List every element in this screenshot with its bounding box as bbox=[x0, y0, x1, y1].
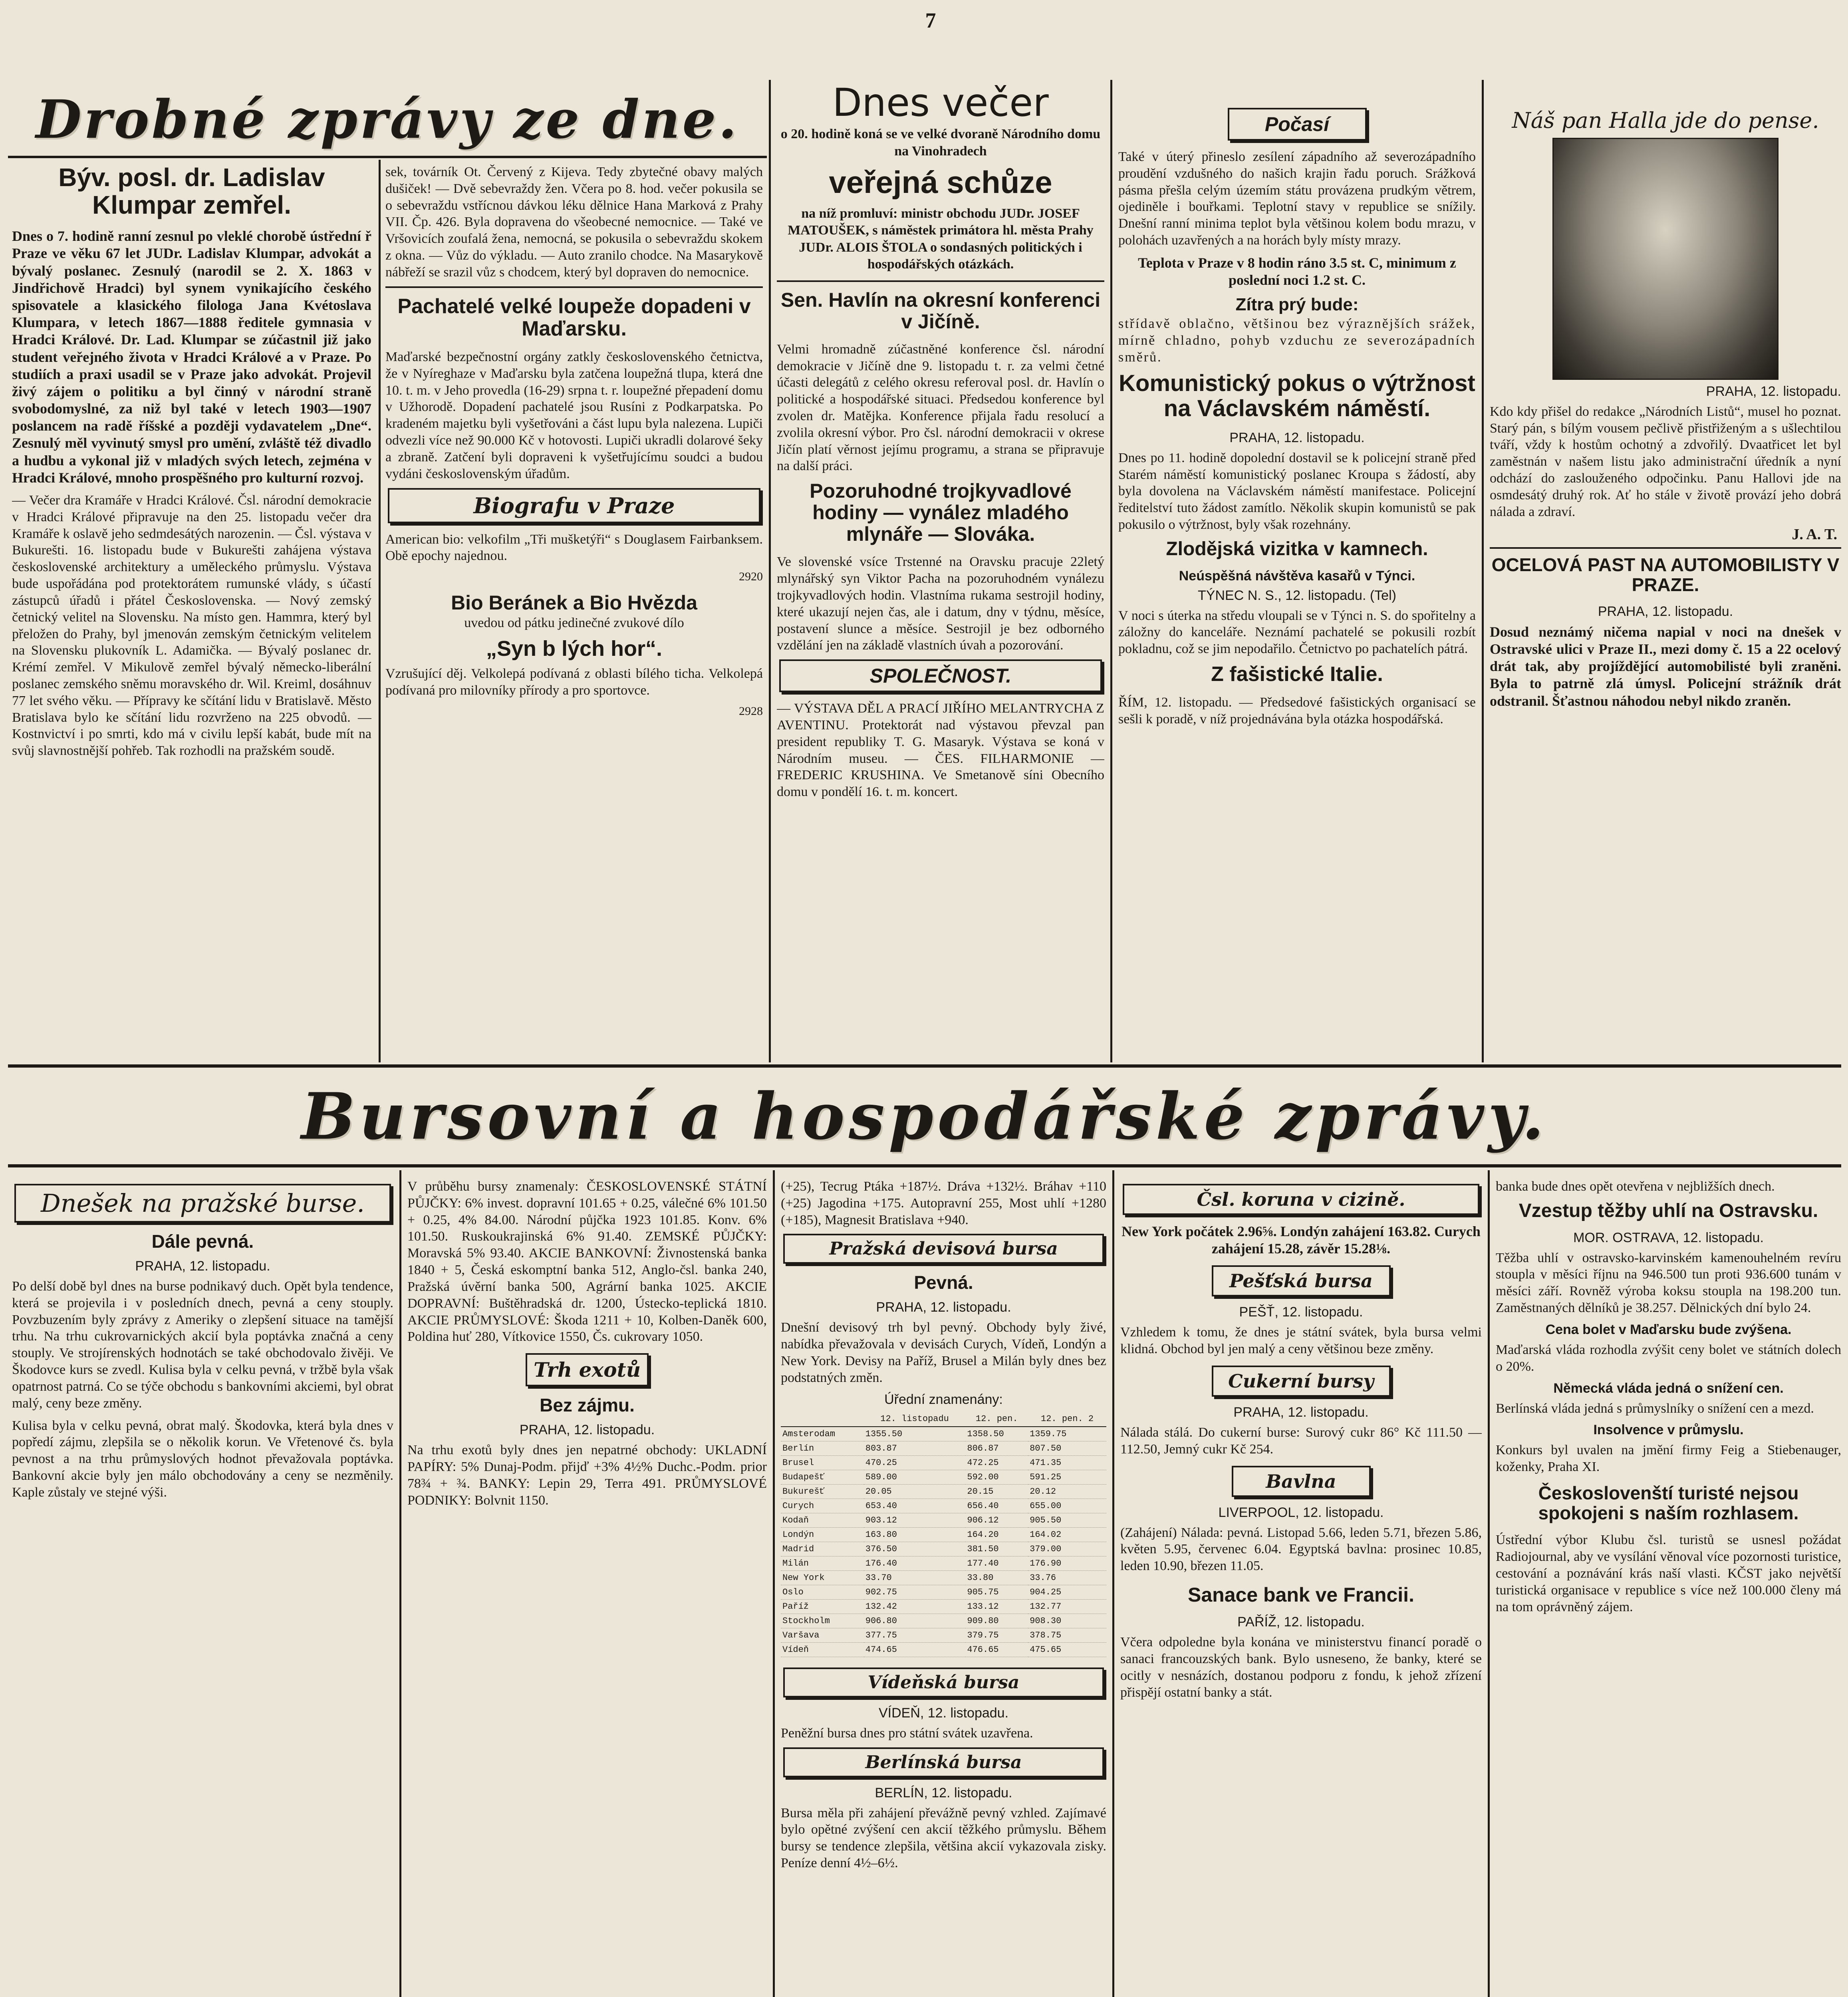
weather-body: Také v úterý přineslo zesílení západního až severozápadního proudění vzdušného do našich krajin řadu poruch. Srážková pásma přešla celým územím státu provázena prudkým větrem, ojediněle i bouřkami. Teplotní stavy v republice se snížily. Dnešní ranní minima teplot byla většinou kolem bodu mrazu, v polohách uzavřených a na horách byly místy mrazy. bbox=[1118, 149, 1476, 248]
currency-table-row bbox=[781, 1570, 1106, 1585]
insolvency-headline: Insolvence v průmyslu. bbox=[1593, 1422, 1744, 1438]
col-rule-4 bbox=[1482, 80, 1484, 1062]
meeting-heading: Dnes večer bbox=[832, 80, 1049, 125]
cotton-body: (Zahájení) Nálada: pevná. Listopad 5.66, leden 5.71, březen 5.86, květen 5.95, červenec 6.04. Egyptská bavlna: prosinec 10.85, leden 10.90, březen 11.05. bbox=[1120, 1525, 1482, 1574]
weather-forecast-heading: Zítra prý bude: bbox=[1235, 295, 1359, 315]
currency-table-cell: 656.40 bbox=[965, 1499, 1028, 1513]
sugar-bourse-dateline: PRAHA, 12. listopadu. bbox=[1233, 1405, 1369, 1420]
currency-table-cell: New York bbox=[781, 1570, 864, 1585]
budapest-bourse-dateline: PEŠŤ, 12. listopadu. bbox=[1239, 1304, 1363, 1320]
bottom-col-rule-2 bbox=[773, 1170, 775, 1997]
col-rule-2 bbox=[769, 80, 771, 1062]
currency-table-cell: 906.80 bbox=[864, 1614, 966, 1628]
meeting-subheading: o 20. hodině koná se ve velké dvoraně Národního domu na Vinohradech bbox=[780, 127, 1101, 159]
currency-table-cell: 1359.75 bbox=[1028, 1427, 1106, 1441]
communist-headline: Komunistický pokus o výtržnost na Václavském náměstí. bbox=[1119, 370, 1475, 422]
halla-headline: Náš pan Halla jde do pense. bbox=[1512, 108, 1819, 133]
currency-table-cell: 33.70 bbox=[864, 1570, 966, 1585]
exotics-body: Na trhu exotů byly dnes jen nepatrné obchody: UKLADNÍ PAPÍRY: 5% Dunaj-Podm. přijď +3% 4½% Duchc.-Podm. prior 78¾ + ¾. BANKY: Lepin 29, Terra 491. PRŮMYSLOVÉ PODNIKY: Bolvnit 1150. bbox=[407, 1443, 767, 1508]
currency-table-cell: Berlín bbox=[781, 1441, 864, 1455]
cinema-ad-beranek-heading: Bio Beránek a Bio Hvězda bbox=[451, 592, 697, 614]
short-news-body: — Večer dra Kramáře v Hradci Králové. Čsl. národní demokracie v Hradci Králové připravuje na den 25. listopadu večer dra Kramáře k oslavě jeho sedmdesátých narozenin. — Čsl. výstava v Bukurešti. 16. listopadu bude v Bukurešti zahájena výstava československé architektury a uměleckého průmyslu. Výstava bude uspořádána pod protektorátem rumunské vlády, s účastí zástupců úřadů i přátel Československa. — Nový zemský četnický velitel na Slovensku. Na místo gen. Hammra, který byl přeložen do Prahy, byl jmenován zemským četnickým velitelem na Slovensku plukovník L. Adamička. — Bývalý poslanec dr. Krémí zemřel. V Mikulově zemřel bývalý německo-liberální poslanec zemského sněmu moravského dr. Wil. Kreiml, dosáhnuv 77 let svého věku. — Přípravy ke sčítání lidu v Bratislavě. Město Bratislava bylo ke sčítání lidu rozvrženo na 225 obvodů. — Kostnvictví i po smrti, kdo má v civilu lepší kabát, bude mít na svůj slavnostnější pohřeb. Tak rozhodli na pražském soudě. bbox=[12, 493, 371, 758]
column-4 bbox=[1118, 108, 1476, 1058]
currency-table-cell: Milán bbox=[781, 1556, 864, 1570]
cinema-ad-beranek-body: Vzrušující děj. Velkolepá podívaná z oblasti bílého ticha. Velkolepá podívaná pro milovníky přírody a pro sportovce. bbox=[385, 666, 763, 698]
currency-table-cell: Curych bbox=[781, 1499, 864, 1513]
prague-bourse-subheading: Dále pevná. bbox=[151, 1231, 254, 1252]
currency-table-cell: 655.00 bbox=[1028, 1499, 1106, 1513]
tourists-body: Ústřední výbor Klubu čsl. turistů se usnesl požádat Radiojournal, aby ve vysílání věnoval více pozornosti turistice, cestování a poznávání krás naší vlasti. KČST jako největší turistická organisace v republice s více než 100.000 členy má na tom oprávněný zájem. bbox=[1496, 1532, 1841, 1614]
currency-table-cell: 176.90 bbox=[1028, 1556, 1106, 1570]
currency-table-cell: 475.65 bbox=[1028, 1642, 1106, 1657]
currency-table-cell: 908.30 bbox=[1028, 1614, 1106, 1628]
currency-table-cell: 905.75 bbox=[965, 1585, 1028, 1599]
halla-dateline: PRAHA, 12. listopadu. bbox=[1706, 383, 1841, 399]
divider bbox=[385, 286, 763, 288]
sugar-bourse-body: Nálada stálá. Do cukerní burse: Surový cukr 86° Kč 111.50 — 112.50, Jemný cukr Kč 254. bbox=[1120, 1425, 1482, 1457]
top-masthead: Drobné zprávy ze dne. bbox=[36, 89, 739, 151]
klumpar-headline: Býv. posl. dr. Ladislav Klumpar zemřel. bbox=[58, 164, 325, 220]
tourists-headline: Českoslovenští turisté nejsou spokojeni s naším rozhlasem. bbox=[1538, 1482, 1799, 1523]
cinema-ad-film-title: „Syn b lých hor“. bbox=[486, 636, 663, 661]
italy-headline: Z fašistické Italie. bbox=[1211, 663, 1383, 686]
currency-table-row bbox=[781, 1470, 1106, 1484]
thief-headline: Zlodějská vizitka v kamnech. bbox=[1166, 538, 1428, 560]
col-rule-3 bbox=[1110, 80, 1112, 1062]
top-masthead-rule bbox=[8, 156, 767, 158]
currency-table-cell: 591.25 bbox=[1028, 1470, 1106, 1484]
bottom-column-5 bbox=[1496, 1178, 1841, 1997]
germany-prices-headline: Německá vláda jedná o snížení cen. bbox=[1553, 1380, 1784, 1396]
robbery-body: Maďarské bezpečnostní orgány zatkly československého četnictva, že v Nyíreghaze v Maďarsku byla zatčena loupežná tlupa, která dne 10. t. m. v Jeho provedla (16-29) srpna t. r. loupežné přepadení domu v Užhorodě. Dopadení pachatelé jsou Rusíni z Podkarpatska. Po kradeném majetku byli vyšetřováni a část lupu byla nalezena. Lupiči odvezli více než 90.000 Kč v hotovosti. Lupiči ukradli dolarové šeky a zbraně. Zatčení byli dopraveni k vyšetřujícímu soudci a budou vydáni československým úřadům. bbox=[385, 349, 763, 481]
currency-table-cell: 807.50 bbox=[1028, 1441, 1106, 1455]
currency-table-cell: 1358.50 bbox=[965, 1427, 1028, 1441]
bottom-col-rule-4 bbox=[1488, 1170, 1490, 1997]
vienna-bourse-body: Peněžní bursa dnes pro státní svátek uzavřena. bbox=[781, 1725, 1033, 1741]
currency-table-cell: Kodaň bbox=[781, 1513, 864, 1527]
thief-dateline: TÝNEC N. S., 12. listopadu. (Tel) bbox=[1198, 588, 1396, 603]
prague-bourse-dateline: PRAHA, 12. listopadu. bbox=[135, 1259, 270, 1274]
currency-table-header: 12. listopadu bbox=[864, 1411, 966, 1427]
bourse-quotes-continued: (+25), Tecrug Ptáka +187½. Dráva +132½. Bráhav +110 (+25) Jagodina +175. Autopravní 255, Most uhlí +1280 (+185), Magnesit Bratislava +940. bbox=[781, 1179, 1106, 1227]
currency-table-row bbox=[781, 1455, 1106, 1470]
weather-temperature: Teplota v Praze v 8 hodin ráno 3.5 st. C, minimum z poslední noci 1.2 st. C. bbox=[1138, 254, 1456, 288]
ostrava-coal-body: Těžba uhlí v ostravsko-karvinském kamenouhelném revíru stoupla v měsíci říjnu na 946.500 tun proti 936.600 tunám v měsíci září. Rovněž výroba koksu stoupla na 198.200 tun. Zaměstnaných dělníků je 38.257. Dělnických dní bylo 24. bbox=[1496, 1250, 1841, 1316]
hungary-headline: Cena bolet v Maďarsku bude zvýšena. bbox=[1545, 1322, 1792, 1337]
currency-table-cell: 20.05 bbox=[864, 1484, 966, 1499]
currency-table-cell: 33.76 bbox=[1028, 1570, 1106, 1585]
currency-table-cell: 33.80 bbox=[965, 1570, 1028, 1585]
currency-table-cell: 474.65 bbox=[864, 1642, 966, 1657]
currency-table-header bbox=[781, 1411, 864, 1427]
currency-table-cell: 376.50 bbox=[864, 1542, 966, 1556]
currency-table-cell: Varšava bbox=[781, 1628, 864, 1642]
prague-currency-body: Dnešní devisový trh byl pevný. Obchody byly živé, nabídka převažovala v devisách Curych, Vídeň, Londýn a New York. Devisy na Paříž, Brusel a Milán byly dnes bez podstatných změn. bbox=[781, 1320, 1106, 1385]
currency-table-cell: 470.25 bbox=[864, 1455, 966, 1470]
society-box-heading: SPOLEČNOST. bbox=[779, 659, 1102, 692]
currency-table-header: 12. pen. 2 bbox=[1028, 1411, 1106, 1427]
prague-currency-box-heading: Pražská devisová bursa bbox=[783, 1234, 1104, 1264]
berlin-bourse-body: Bursa měla při zahájení převážně pevný vzhled. Zajímavé bylo opětné zvýšení cen akcií těžkého průmyslu. Během bursy se tendence zlepšila, většina akcií vykazovala zisky. Peníze denní 4½–6½. bbox=[781, 1805, 1106, 1870]
exotics-dateline: PRAHA, 12. listopadu. bbox=[519, 1422, 655, 1438]
koruna-rates: New York počátek 2.96⅝. Londýn zahájení 163.82. Curych zahájení 15.28, závěr 15.28⅛. bbox=[1122, 1223, 1481, 1257]
currency-table-cell: 803.87 bbox=[864, 1441, 966, 1455]
ostrava-coal-dateline: MOR. OSTRAVA, 12. listopadu. bbox=[1573, 1230, 1764, 1245]
cinema-ad-number-2: 2928 bbox=[739, 705, 763, 718]
weather-forecast: střídavě oblačno, většinou bez výraznějších srážek, mírně chladno, pohyb vzduchu ze severozápadních směrů. bbox=[1118, 316, 1476, 365]
clock-body: Ve slovenské vsíce Trstenné na Oravsku pracuje 22letý mlynářský syn Viktor Pacha na pozoruhodném vynálezu trojkyvadlových hodin. Vlastníma rukama sestrojil hodiny, které ukazují nejen čas, ale i datum, dny v týdnu, měsíce, postavení slunce a měsíce. Sestrojil je bez odborného vzdělání jen na základě vlastních úvah a pozorování. bbox=[777, 554, 1104, 653]
currency-table-cell: 902.75 bbox=[864, 1585, 966, 1599]
bottom-column-1 bbox=[12, 1178, 393, 1997]
currency-table-cell: 806.87 bbox=[965, 1441, 1028, 1455]
currency-table-cell: 164.02 bbox=[1028, 1527, 1106, 1542]
column-1 bbox=[12, 164, 371, 1058]
currency-table-row bbox=[781, 1542, 1106, 1556]
sugar-bourse-box-heading: Cukerní bursy bbox=[1212, 1366, 1391, 1397]
clock-headline: Pozoruhodné trojkyvadlové hodiny — vynález mladého mlynáře — Slováka. bbox=[810, 480, 1072, 546]
budapest-bourse-box-heading: Pešťská bursa bbox=[1212, 1265, 1391, 1296]
short-news-continued: sek, továrník Ot. Červený z Kijeva. Tedy zbytečné obavy malých dušiček! — Dvě sebevraždy žen. Včera po 8. hod. večer pokusila se o sebevraždu vstřícnou dávkou léku dělnice Hana Marková z Prahy VII. Čp. 426. Byla dopravena do všeobecné nemocnice. — Také ve Vršovicích zoufalá žena, nemocná, se pokusila o sebevraždu skokem z okna. — Vůz do výkladu. — Auto zranilo chodce. Na Masarykově nábřeží se srazil vůz s chodcem, který byl dopraven do nemocnice. bbox=[385, 165, 763, 280]
currency-table-cell: 379.75 bbox=[965, 1628, 1028, 1642]
currency-table-cell: Amsterodam bbox=[781, 1427, 864, 1441]
halla-body: Kdo kdy přišel do redakce „Národních Listů“, musel ho poznat. Starý pán, s bílým vousem pečlivě přistřiženým a s ušlechtilou tváří, vždy k hostům ochotný a zdvořilý. Dvaatřicet let byl zaměstnán v našem listu jako administrační úředník a nyní odchází do zaslouženého odpočinku. Panu Hallovi jde na osmdesátý druhý rok. Ať ho stále v životě provází jeho dobrá nálada a zdraví. bbox=[1490, 404, 1841, 519]
society-body: — VÝSTAVA DĚL A PRACÍ JIŘÍHO MELANTRYCHA Z AVENTINU. Protektorát nad výstavou převzal pan president republiky T. G. Masaryk. Výstava se koná v Národním museu. — ČES. FILHARMONIE — FREDERIC KRUSHINA. Ve Smetanově síni Obecního domu v pondělí 16. t. m. koncert. bbox=[777, 701, 1104, 800]
halla-portrait bbox=[1552, 138, 1779, 380]
currency-table-cell: 163.80 bbox=[864, 1527, 966, 1542]
currency-table-row bbox=[781, 1599, 1106, 1614]
bottom-col-rule-1 bbox=[399, 1170, 401, 1997]
exotics-subheading: Bez zájmu. bbox=[540, 1395, 635, 1416]
cotton-box-heading: Bavlna bbox=[1232, 1466, 1371, 1497]
vienna-bourse-dateline: VÍDEŇ, 12. listopadu. bbox=[878, 1705, 1009, 1721]
currency-table-row bbox=[781, 1585, 1106, 1599]
prague-bourse-body-2: Kulisa byla v celku pevná, obrat malý. Škodovka, která byla dnes v popředí zájmu, zlepšila se o několik korun. Ve Vřetenové čs. byla pevnost a na trhu průmyslových hodnot převažovala poptávka. Bankovní akcie byly jen málo obchodovány a ceny se nezměnily. Kaple zůstaly ve stejné výši. bbox=[12, 1418, 393, 1500]
currency-table-cell: 904.25 bbox=[1028, 1585, 1106, 1599]
currency-table-row bbox=[781, 1642, 1106, 1657]
france-banks-dateline: PAŘÍŽ, 12. listopadu. bbox=[1237, 1614, 1365, 1630]
currency-table-cell: Brusel bbox=[781, 1455, 864, 1470]
page-number: 7 bbox=[925, 8, 936, 32]
prague-bourse-body: Po delší době byl dnes na burse podnikavý duch. Opět byla tendence, která se projevila i v posledních dnech, pevná a ceny stouply. Povzbuzením byly zprávy z Ameriky o zlepšení situace na tamější trhu. Na trhu cukrovarnických akcií byla poptávka značná a ceny stouply. Ve strojírenských hodnotách se také obchodovalo živěji. Ve Škodovce kurs se zvedl. Kulisa byla v celku pevná, v tržbě byla však opatrnost patrná. Co se týče obchodu s bankovními akciemi, byl obrat malý, ceny beze změny. bbox=[12, 1279, 393, 1411]
currency-table bbox=[781, 1411, 1106, 1657]
cinema-ad-american-bio: American bio: velkofilm „Tři mušketýři“ s Douglasem Fairbanksem. Obě epochy najednou. bbox=[385, 532, 763, 564]
havlin-headline: Sen. Havlín na okresní konferenci v Jičíně. bbox=[780, 288, 1101, 333]
currency-table-cell: 476.65 bbox=[965, 1642, 1028, 1657]
currency-table-cell: 589.00 bbox=[864, 1470, 966, 1484]
currency-table-cell: 909.80 bbox=[965, 1614, 1028, 1628]
divider bbox=[777, 280, 1104, 282]
bottom-column-3 bbox=[781, 1178, 1106, 1997]
germany-prices-body: Berlínská vláda jedná s průmyslníky o snížení cen a mezd. bbox=[1496, 1401, 1814, 1416]
havlin-body: Velmi hromadně zúčastněné konference čsl. národní demokracie v Jičíně dne 9. listopadu t. r. za velmi četné účasti delegátů z celého okresu referoval posl. dr. Havlín o politické a hospodářské situaci. Předsedou konference byl zvolen dr. Matějka. Konference přijala řadu resolucí a zvolila okresní výbor. Pro čsl. národní demokracii v okrese Jičín platí věrnost jejímu programu, a strana se připravuje na další práci. bbox=[777, 341, 1104, 474]
divider bbox=[1490, 547, 1841, 549]
column-3 bbox=[777, 80, 1104, 1058]
currency-table-cell: 132.77 bbox=[1028, 1599, 1106, 1614]
currency-table-cell: 132.42 bbox=[864, 1599, 966, 1614]
budapest-bourse-body: Vzhledem k tomu, že dnes je státní svátek, byla bursa velmi klidná. Obchod byl jen malý a ceny většinou beze změny. bbox=[1120, 1325, 1482, 1357]
currency-table-cell: Madrid bbox=[781, 1542, 864, 1556]
steel-trap-dateline: PRAHA, 12. listopadu. bbox=[1598, 603, 1733, 619]
currency-table-cell: 164.20 bbox=[965, 1527, 1028, 1542]
currency-table-row bbox=[781, 1527, 1106, 1542]
currency-table-row bbox=[781, 1484, 1106, 1499]
cinema-ad-beranek-sub: uvedou od pátku jedinečné zvukové dílo bbox=[464, 615, 684, 631]
steel-trap-body: Dosud neznámý ničema napial v noci na dnešek v Ostravské ulici v Praze II., mezi domy č. 15 a 22 ocelový drát tak, aby projíždějící automobilisté byli zraněni. Byla to patrně zlá úmysl. Policejní strážník drát odstranil. Šťastnou náhodou nebyl nikdo zraněn. bbox=[1490, 623, 1841, 709]
currency-table-cell: 133.12 bbox=[965, 1599, 1028, 1614]
ostrava-coal-headline: Vzestup těžby uhlí na Ostravsku. bbox=[1518, 1200, 1818, 1221]
berlin-bourse-dateline: BERLÍN, 12. listopadu. bbox=[875, 1785, 1012, 1800]
communist-dateline: PRAHA, 12. listopadu. bbox=[1229, 430, 1365, 445]
currency-table-cell: 20.12 bbox=[1028, 1484, 1106, 1499]
steel-trap-headline: OCELOVÁ PAST NA AUTOMOBILISTY V PRAZE. bbox=[1491, 554, 1840, 596]
bottom-col-rule-3 bbox=[1112, 1170, 1114, 1997]
bourse-quotes: V průběhu bursy znamenaly: ČESKOSLOVENSKÉ STÁTNÍ PŮJČKY: 6% invest. dopravní 101.65 + 0.25, válečné 6% 101.50 + 0.25, 4% 84.00. Národní půjčka 1923 101.85. Konv. 6% 101.50. Ruskoukrajinská 6% 91.40. ZEMSKÉ PŮJČKY: Moravská 5% 93.40. AKCIE BANKOVNÍ: Živnostenská banka 1840 + 5, Česká eskomptní banka 512, Anglo-čsl. banka 240, Pražská úvěrní banka 500, Agrární banka 1025. AKCIE DOPRAVNÍ: Buštěhradská dr. 1200, Ústecko-teplická 1810. AKCIE PRŮMYSLOVÉ: Škoda 1211 + 10, Kolben-Daněk 600, Poldina huť 280, Vítkovice 1550, Čs. cukrovary 1050. bbox=[407, 1179, 767, 1344]
mid-masthead-rule-bottom bbox=[8, 1164, 1841, 1167]
exotics-box-heading: Trh exotů bbox=[526, 1353, 649, 1386]
currency-table-cell: 378.75 bbox=[1028, 1628, 1106, 1642]
currency-table-cell: 906.12 bbox=[965, 1513, 1028, 1527]
vienna-bourse-box-heading: Vídeňská bursa bbox=[783, 1667, 1104, 1697]
currency-table-cell: 379.00 bbox=[1028, 1542, 1106, 1556]
communist-body: Dnes po 11. hodině dopolední dostavil se k policejní straně před Starém náměstí komunistický poslanec Kroupa s žádostí, aby byla dovolena na Václavském náměstí manifestace. Policejní ředitelství tuto žádost zamítlo. Několik skupin komunistů se pak pokusilo o výtržnost, byly však rozehnány. bbox=[1118, 450, 1476, 532]
cinema-box-heading: Biografu v Praze bbox=[388, 488, 760, 523]
meeting-speakers: na níž promluví: ministr obchodu JUDr. JOSEF MATOUŠEK, s náměstek primátora hl. města Prahy JUDr. ALOIS ŠTOLA o sondasných politických i hospodářských otázkách. bbox=[788, 206, 1094, 272]
currency-table-cell: 381.50 bbox=[965, 1542, 1028, 1556]
italy-body: ŘÍM, 12. listopadu. — Předsedové fašistických organisací se sešli k poradě, v níž projednávána byla otázka hospodářská. bbox=[1118, 695, 1476, 727]
economic-masthead: Bursovní a hospodářské zprávy. bbox=[301, 1079, 1548, 1154]
currency-table-row bbox=[781, 1499, 1106, 1513]
column-5 bbox=[1490, 108, 1841, 1058]
france-banks-continued: banka bude dnes opět otevřena v nejbližších dnech. bbox=[1496, 1179, 1775, 1194]
currency-table-cell: Stockholm bbox=[781, 1614, 864, 1628]
insolvency-body: Konkurs byl uvalen na jmění firmy Feig a Stiebenauger, koženky, Praha XI. bbox=[1496, 1443, 1841, 1475]
currency-table-row bbox=[781, 1628, 1106, 1642]
koruna-box-heading: Čsl. koruna v cizině. bbox=[1123, 1184, 1479, 1215]
france-banks-body: Včera odpoledne byla konána ve ministerstvu financí poradě o sanaci francouzských bank. Bylo usneseno, že banky, které se ocitly v nesnázích, dostanou podporu z fondu, k jehož zřízení přispějí ostatní banky a stát. bbox=[1120, 1635, 1482, 1700]
currency-table-cell: 903.12 bbox=[864, 1513, 966, 1527]
currency-table-cell: 905.50 bbox=[1028, 1513, 1106, 1527]
klumpar-lead: Dnes o 7. hodině ranní zesnul po vleklé chorobě ústřední ř Praze ve věku 67 let JUDr. Ladislav Klumpar, advokát a bývalý poslanec. Zesnulý (narodil se 2. X. 1863 v Jindřichově Hradci) byl synem vynikajícího českého spisovatele a klasického filologa Jana Kvétoslava Klumpara, v letech 1867—1888 ředitele gymnasia v Hradci Králové. Dr. Lad. Klumpar se zúčastnil již jako student veřejného života v Hradci Králové a v Praze. Po studiích a praxi usadil se v Praze jako advokát. Projevil živý zájem o politiku a byl činný v národní straně svobodomyslné, za niž byl také v letech 1903—1907 poslancem na radě říšské a později vydavatelem „Dne“. Zesnulý měl vyvinutý smysl pro umění, zvláště též divadlo a hudbu a vykonal již v mladých svých letech, zejména v Hradci Králové, mnoho prospěšného pro kulturní rozvoj. bbox=[12, 228, 371, 486]
currency-table-row bbox=[781, 1441, 1106, 1455]
berlin-bourse-box-heading: Berlínská bursa bbox=[783, 1747, 1104, 1777]
column-2 bbox=[385, 164, 763, 1058]
bottom-column-2 bbox=[407, 1178, 767, 1997]
prague-currency-dateline: PRAHA, 12. listopadu. bbox=[876, 1300, 1011, 1315]
prague-bourse-box-heading: Dnešek na pražské burse. bbox=[14, 1184, 391, 1223]
currency-table-cell: Bukurešť bbox=[781, 1484, 864, 1499]
currency-table-cell: Paříž bbox=[781, 1599, 864, 1614]
currency-table-cell: Londýn bbox=[781, 1527, 864, 1542]
prague-currency-subheading: Pevná. bbox=[914, 1272, 973, 1293]
currency-table-title: Úřední znamenány: bbox=[884, 1392, 1003, 1407]
meeting-title: veřejná schůze bbox=[829, 165, 1052, 200]
thief-body: V noci s úterka na středu vloupali se v Týnci n. S. do spořitelny a záložny do kanceláře. Neznámí pachatelé se pokusili rozbít pokladnu, což se jim nepodařilo. Četnictvo po pachatelích pátrá. bbox=[1118, 608, 1476, 657]
currency-table-cell: Oslo bbox=[781, 1585, 864, 1599]
currency-table-header: 12. pen. bbox=[965, 1411, 1028, 1427]
currency-table-cell: 176.40 bbox=[864, 1556, 966, 1570]
currency-table-cell: Vídeň bbox=[781, 1642, 864, 1657]
currency-table-row bbox=[781, 1427, 1106, 1441]
currency-table-row bbox=[781, 1556, 1106, 1570]
currency-table-cell: 653.40 bbox=[864, 1499, 966, 1513]
currency-table-row bbox=[781, 1513, 1106, 1527]
currency-table-cell: 177.40 bbox=[965, 1556, 1028, 1570]
currency-table-cell: 377.75 bbox=[864, 1628, 966, 1642]
currency-table-cell: Budapešť bbox=[781, 1470, 864, 1484]
currency-table-cell: 472.25 bbox=[965, 1455, 1028, 1470]
robbery-headline: Pachatelé velké loupeže dopadeni v Maďarsku. bbox=[397, 294, 751, 340]
currency-table-cell: 592.00 bbox=[965, 1470, 1028, 1484]
thief-subheading: Neúspěšná návštěva kasařů v Týnci. bbox=[1179, 568, 1415, 584]
col-rule-1 bbox=[379, 160, 381, 1062]
cotton-dateline: LIVERPOOL, 12. listopadu. bbox=[1218, 1505, 1384, 1520]
weather-box-heading: Počasí bbox=[1228, 108, 1367, 141]
cinema-ad-number: 2920 bbox=[739, 570, 763, 584]
currency-table-cell: 1355.50 bbox=[864, 1427, 966, 1441]
france-banks-headline: Sanace bank ve Francii. bbox=[1188, 1584, 1414, 1606]
currency-table-cell: 20.15 bbox=[965, 1484, 1028, 1499]
mid-masthead-rule-top bbox=[8, 1064, 1841, 1068]
halla-signature: J. A. T. bbox=[1792, 526, 1837, 543]
hungary-body: Maďarská vláda rozhodla zvýšit ceny bolet ve státních dolech o 20%. bbox=[1496, 1342, 1841, 1374]
currency-table-row bbox=[781, 1614, 1106, 1628]
bottom-column-4 bbox=[1120, 1178, 1482, 1997]
currency-table-cell: 471.35 bbox=[1028, 1455, 1106, 1470]
